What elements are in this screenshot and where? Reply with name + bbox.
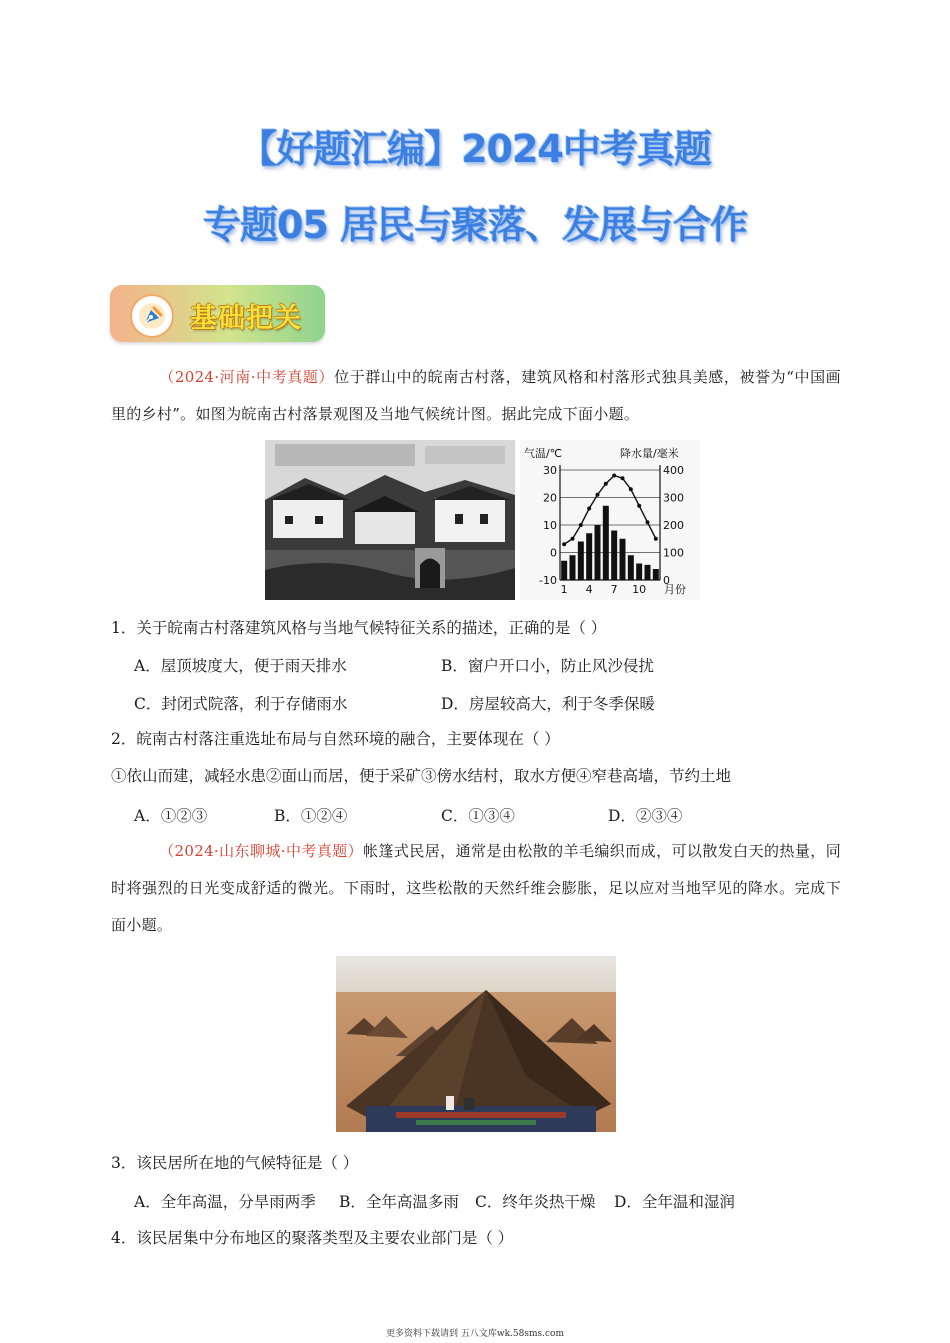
q2-option-b[interactable]: B．①②④ <box>274 807 348 825</box>
precip-bar <box>578 542 584 581</box>
question-4-stem: 4．该民居集中分布地区的聚落类型及主要农业部门是（ ） <box>111 1229 514 1247</box>
left-axis-label: 气温/℃ <box>524 447 563 460</box>
passage-1-text: 位于群山中的皖南古村落，建筑风格和村落形式独具美感，被誉为“中国画里的乡村”。如图为皖南古村落景观图及当地气候统计图。据此完成下面小题。 <box>111 368 841 423</box>
x-tick-label: 4 <box>585 583 593 596</box>
question-3-stem: 3．该民居所在地的气候特征是（ ） <box>111 1154 359 1172</box>
temperature-point <box>612 474 616 478</box>
climate-chart <box>520 440 700 600</box>
pen-nib-icon <box>130 294 174 338</box>
precip-bar <box>603 506 609 580</box>
precip-bar <box>645 565 651 580</box>
q1-option-a[interactable]: A．屋顶坡度大，便于雨天排水 <box>134 657 347 675</box>
temperature-point <box>596 493 600 497</box>
precip-bar <box>620 539 626 580</box>
x-axis-label: 月份 <box>664 583 686 596</box>
right-tick-label: 100 <box>663 546 684 560</box>
passage-1-source: （2024·河南·中考真题） <box>159 368 335 386</box>
right-axis-label: 降水量/毫米 <box>620 447 679 460</box>
q2-option-c[interactable]: C．①③④ <box>441 807 515 825</box>
question-2-statements: ①依山而建，减轻水患②面山而居，便于采矿③傍水结村，取水方便④窄巷高墙，节约土地 <box>111 767 732 785</box>
left-tick-label: 10 <box>543 519 557 532</box>
passage-1 <box>111 359 841 433</box>
precip-bar <box>628 555 634 580</box>
x-tick-label: 7 <box>610 583 618 596</box>
temperature-point <box>571 537 575 541</box>
temperature-point <box>562 542 566 546</box>
right-tick-label: 400 <box>663 464 684 477</box>
q3-option-a[interactable]: A．全年高温，分旱雨两季 <box>134 1193 316 1211</box>
left-tick-label: -10 <box>539 574 557 587</box>
right-tick-label: 300 <box>663 491 684 505</box>
q3-option-c[interactable]: C．终年炎热干燥 <box>475 1193 596 1211</box>
precip-bar <box>595 525 601 580</box>
question-2-stem: 2．皖南古村落注重选址布局与自然环境的融合，主要体现在（ ） <box>111 730 560 748</box>
temperature-point <box>637 504 641 508</box>
temperature-point <box>629 487 633 491</box>
question-1-stem: 1．关于皖南古村落建筑风格与当地气候特征关系的描述，正确的是（ ） <box>111 619 607 637</box>
q3-option-b[interactable]: B．全年高温多雨 <box>339 1193 459 1211</box>
precip-bar <box>653 569 659 580</box>
q1-option-c[interactable]: C．封闭式院落，利于存储雨水 <box>134 695 348 713</box>
left-tick-label: 0 <box>550 546 557 560</box>
section-label: 基础把关 <box>190 303 302 334</box>
x-tick-label: 10 <box>632 583 647 596</box>
temperature-point <box>646 520 650 524</box>
precip-bar <box>570 555 576 580</box>
q2-option-a[interactable]: A．①②③ <box>134 807 208 825</box>
q1-option-d[interactable]: D．房屋较高大，利于冬季保暖 <box>441 695 655 713</box>
precip-bar <box>611 531 617 581</box>
x-tick-label: 1 <box>560 583 568 596</box>
temperature-point <box>604 482 608 486</box>
q1-option-b[interactable]: B．窗户开口小，防止风沙侵扰 <box>441 657 654 675</box>
left-tick-label: 30 <box>543 464 557 477</box>
passage-2-source: （2024·山东聊城·中考真题） <box>159 842 364 860</box>
temperature-point <box>579 523 583 527</box>
tent-photo <box>336 956 616 1132</box>
right-tick-label: 200 <box>663 519 684 532</box>
temperature-point <box>587 507 591 511</box>
precip-bar <box>586 533 592 580</box>
temperature-point <box>621 476 625 480</box>
q2-option-d[interactable]: D．②③④ <box>608 807 683 825</box>
passage-2-text: 帐篷式民居，通常是由松散的羊毛编织而成，可以散发白天的热量，同时将强烈的日光变成舒适的微光。下雨时，这些松散的天然纤维会膨胀，足以应对当地罕见的降水。完成下面小题。 <box>111 842 841 934</box>
figure-1 <box>265 440 705 600</box>
section-badge <box>110 285 325 342</box>
page-footer: 更多资料下载请到 五八文库wk.58sms.com <box>386 1329 564 1339</box>
page-subtitle: 专题05 居民与聚落、发展与合作 <box>202 203 748 247</box>
q3-option-d[interactable]: D．全年温和湿润 <box>614 1193 735 1211</box>
left-tick-label: 20 <box>543 491 557 505</box>
temperature-point <box>654 537 658 541</box>
passage-2 <box>111 833 841 944</box>
page-title: 【好题汇编】2024中考真题 <box>239 127 711 171</box>
precip-bar <box>636 564 642 581</box>
right-tick-label: 0 <box>663 574 670 587</box>
precip-bar <box>561 561 567 580</box>
